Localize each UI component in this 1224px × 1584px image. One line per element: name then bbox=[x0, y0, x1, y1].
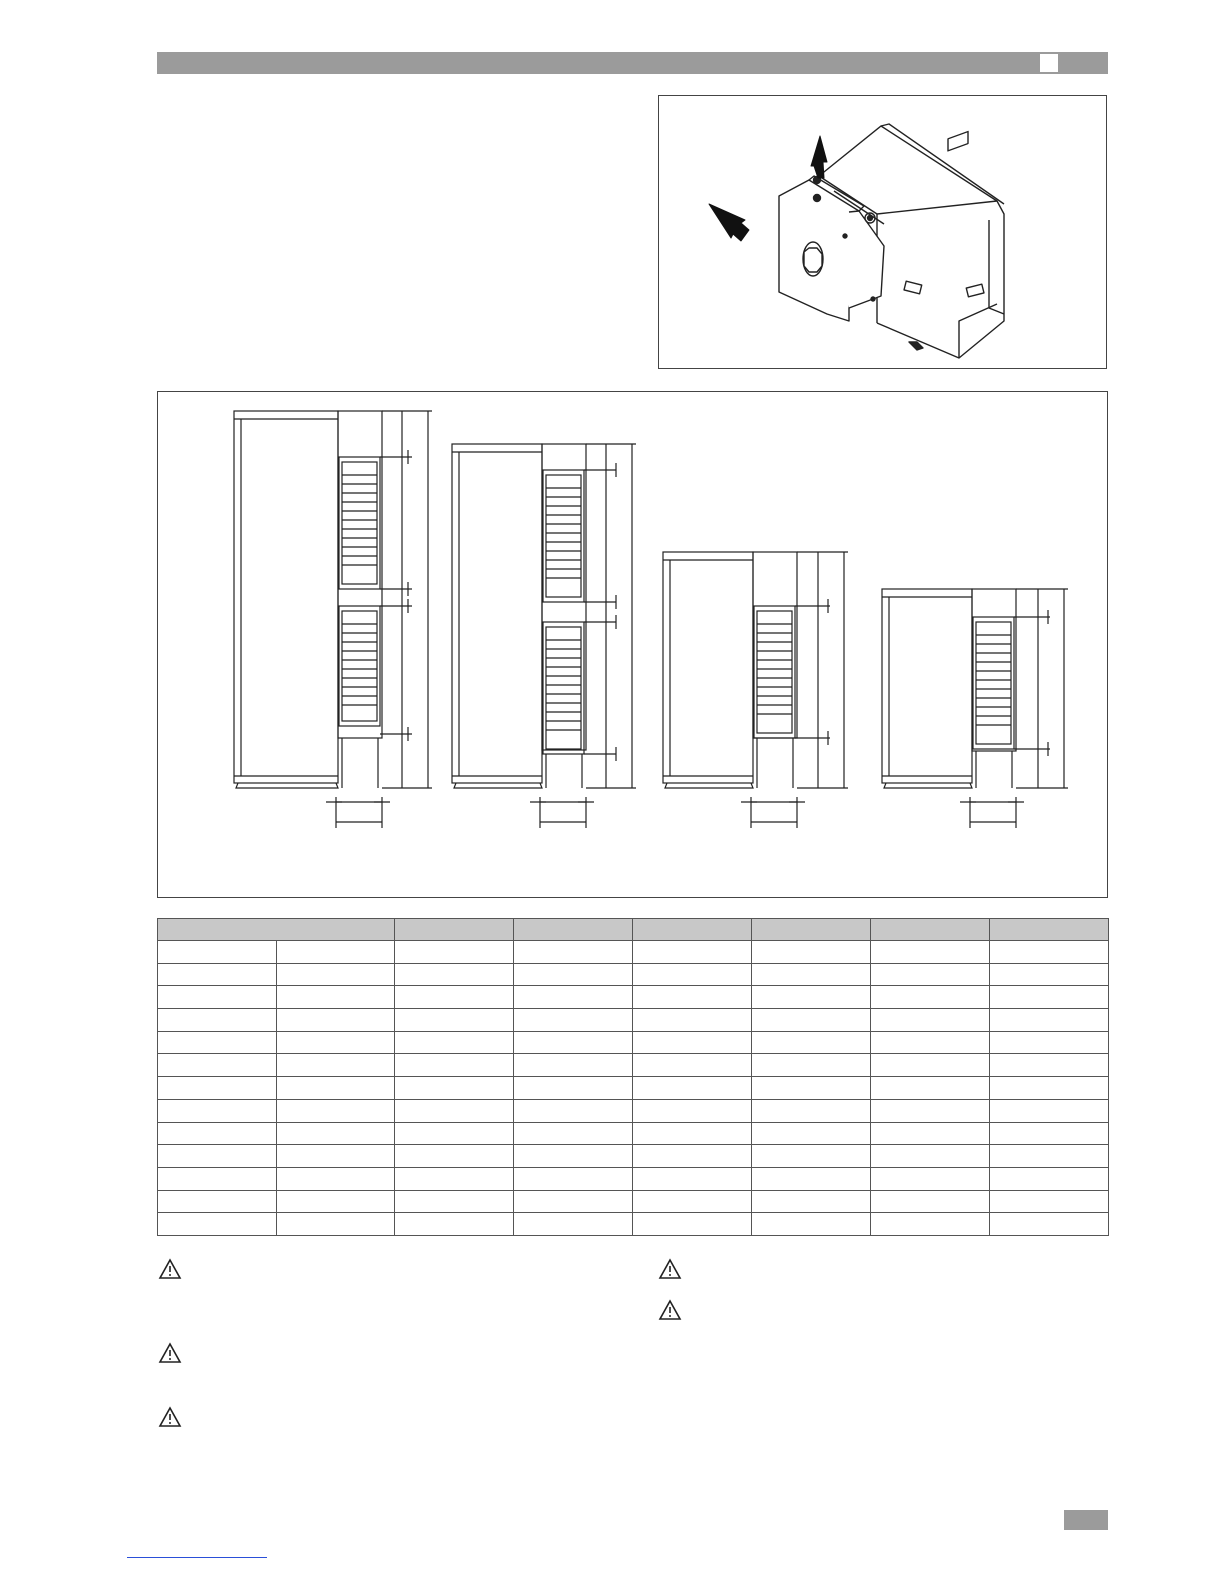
table-cell bbox=[395, 1190, 514, 1213]
warning-triangle-icon bbox=[157, 1405, 183, 1429]
table-cell bbox=[990, 1213, 1109, 1236]
table-cell bbox=[871, 1099, 990, 1122]
table-cell bbox=[871, 1077, 990, 1100]
table-cell bbox=[514, 1213, 633, 1236]
table-cell bbox=[276, 1031, 395, 1054]
unit-view-1 bbox=[234, 411, 432, 828]
table-cell bbox=[514, 1167, 633, 1190]
table-cell bbox=[395, 1054, 514, 1077]
table-cell bbox=[276, 1099, 395, 1122]
unit-isometric-figure bbox=[658, 95, 1107, 369]
table-header-cell bbox=[158, 919, 395, 941]
table-cell bbox=[158, 963, 277, 986]
table-cell bbox=[633, 941, 752, 964]
table-row bbox=[158, 1009, 1109, 1032]
section-number-box bbox=[1040, 54, 1058, 72]
table-row bbox=[158, 1077, 1109, 1100]
warning-triangle-icon bbox=[657, 1257, 683, 1281]
table-cell bbox=[752, 1009, 871, 1032]
table-cell bbox=[752, 1054, 871, 1077]
table-cell bbox=[990, 1145, 1109, 1168]
table-cell bbox=[158, 1145, 277, 1168]
table-cell bbox=[514, 1009, 633, 1032]
table-cell bbox=[276, 1054, 395, 1077]
table-header-row bbox=[158, 919, 1109, 941]
specification-table bbox=[157, 918, 1109, 1236]
table-row bbox=[158, 1167, 1109, 1190]
table-cell bbox=[158, 986, 277, 1009]
table-cell bbox=[752, 986, 871, 1009]
table-cell bbox=[158, 1009, 277, 1032]
table-cell bbox=[752, 963, 871, 986]
table-cell bbox=[158, 1054, 277, 1077]
table-cell bbox=[158, 941, 277, 964]
table-cell bbox=[276, 986, 395, 1009]
table-cell bbox=[633, 1190, 752, 1213]
table-cell bbox=[276, 1167, 395, 1190]
table-cell bbox=[276, 1122, 395, 1145]
table-cell bbox=[871, 963, 990, 986]
table-cell bbox=[514, 1054, 633, 1077]
table-row bbox=[158, 1145, 1109, 1168]
table-cell bbox=[514, 1099, 633, 1122]
table-cell bbox=[871, 986, 990, 1009]
table-cell bbox=[395, 1009, 514, 1032]
table-cell bbox=[158, 1122, 277, 1145]
table-cell bbox=[633, 1145, 752, 1168]
table-cell bbox=[158, 1077, 277, 1100]
table-cell bbox=[395, 986, 514, 1009]
table-cell bbox=[633, 963, 752, 986]
table-cell bbox=[990, 941, 1109, 964]
table-cell bbox=[395, 1167, 514, 1190]
table-cell bbox=[752, 1031, 871, 1054]
table-cell bbox=[752, 1099, 871, 1122]
table-cell bbox=[395, 1145, 514, 1168]
table-header-cell bbox=[514, 919, 633, 941]
table-cell bbox=[395, 1099, 514, 1122]
table-cell bbox=[514, 1031, 633, 1054]
dimension-views-figure bbox=[157, 391, 1108, 898]
table-cell bbox=[990, 1009, 1109, 1032]
warning-triangle-icon bbox=[157, 1257, 183, 1281]
table-cell bbox=[871, 1054, 990, 1077]
table-cell bbox=[871, 1145, 990, 1168]
table-cell bbox=[990, 1190, 1109, 1213]
table-cell bbox=[633, 1122, 752, 1145]
table-cell bbox=[871, 1190, 990, 1213]
table-cell bbox=[752, 1190, 871, 1213]
table-cell bbox=[633, 986, 752, 1009]
table-cell bbox=[158, 1099, 277, 1122]
unit-view-4 bbox=[882, 589, 1068, 828]
table-row bbox=[158, 1122, 1109, 1145]
table-cell bbox=[871, 1167, 990, 1190]
table-cell bbox=[395, 1213, 514, 1236]
table-row bbox=[158, 986, 1109, 1009]
table-cell bbox=[514, 1190, 633, 1213]
table-row bbox=[158, 1213, 1109, 1236]
table-cell bbox=[633, 1009, 752, 1032]
table-cell bbox=[158, 1213, 277, 1236]
table-cell bbox=[633, 1031, 752, 1054]
table-cell bbox=[158, 1190, 277, 1213]
table-cell bbox=[633, 1167, 752, 1190]
table-cell bbox=[633, 1099, 752, 1122]
table-cell bbox=[871, 1213, 990, 1236]
table-cell bbox=[514, 963, 633, 986]
table-cell bbox=[990, 1031, 1109, 1054]
table-cell bbox=[276, 1190, 395, 1213]
page-number-tab bbox=[1064, 1510, 1108, 1530]
table-cell bbox=[276, 1077, 395, 1100]
table-cell bbox=[752, 1213, 871, 1236]
unit-view-3 bbox=[663, 552, 848, 828]
table-row bbox=[158, 1031, 1109, 1054]
table-cell bbox=[158, 1167, 277, 1190]
table-cell bbox=[395, 941, 514, 964]
table-header-cell bbox=[395, 919, 514, 941]
table-cell bbox=[752, 1077, 871, 1100]
table-cell bbox=[276, 1009, 395, 1032]
table-row bbox=[158, 941, 1109, 964]
warning-triangle-icon bbox=[657, 1298, 683, 1322]
dimension-views-drawing bbox=[158, 392, 1109, 899]
table-cell bbox=[990, 963, 1109, 986]
table-row bbox=[158, 963, 1109, 986]
table-header-cell bbox=[871, 919, 990, 941]
section-header-bar bbox=[157, 52, 1108, 74]
table-cell bbox=[990, 1054, 1109, 1077]
table-header-cell bbox=[752, 919, 871, 941]
table-body bbox=[158, 941, 1109, 1236]
table-cell bbox=[276, 941, 395, 964]
table-header-cell bbox=[633, 919, 752, 941]
table-cell bbox=[990, 1077, 1109, 1100]
warning-triangle-icon bbox=[157, 1341, 183, 1365]
table-cell bbox=[990, 1122, 1109, 1145]
table-cell bbox=[752, 1122, 871, 1145]
table-cell bbox=[158, 1031, 277, 1054]
table-cell bbox=[633, 1213, 752, 1236]
table-cell bbox=[633, 1054, 752, 1077]
table-cell bbox=[752, 1167, 871, 1190]
table-cell bbox=[752, 1145, 871, 1168]
table-cell bbox=[514, 1145, 633, 1168]
table-cell bbox=[871, 1031, 990, 1054]
table-cell bbox=[276, 1145, 395, 1168]
table-cell bbox=[752, 941, 871, 964]
table-cell bbox=[514, 986, 633, 1009]
table-row bbox=[158, 1054, 1109, 1077]
table-cell bbox=[514, 1077, 633, 1100]
table-cell bbox=[276, 963, 395, 986]
table-cell bbox=[633, 1077, 752, 1100]
table-cell bbox=[871, 1009, 990, 1032]
table-cell bbox=[990, 1167, 1109, 1190]
table-cell bbox=[395, 1031, 514, 1054]
table-cell bbox=[514, 1122, 633, 1145]
table-row bbox=[158, 1099, 1109, 1122]
table-row bbox=[158, 1190, 1109, 1213]
table-header-cell bbox=[990, 919, 1109, 941]
table-cell bbox=[395, 963, 514, 986]
table-cell bbox=[276, 1213, 395, 1236]
table-cell bbox=[395, 1122, 514, 1145]
unit-view-2 bbox=[452, 444, 636, 828]
footer-link[interactable] bbox=[127, 1557, 267, 1558]
table-cell bbox=[990, 986, 1109, 1009]
table-cell bbox=[871, 1122, 990, 1145]
unit-isometric-drawing bbox=[659, 96, 1108, 370]
table-cell bbox=[990, 1099, 1109, 1122]
table-cell bbox=[395, 1077, 514, 1100]
table-cell bbox=[514, 941, 633, 964]
table-cell bbox=[871, 941, 990, 964]
